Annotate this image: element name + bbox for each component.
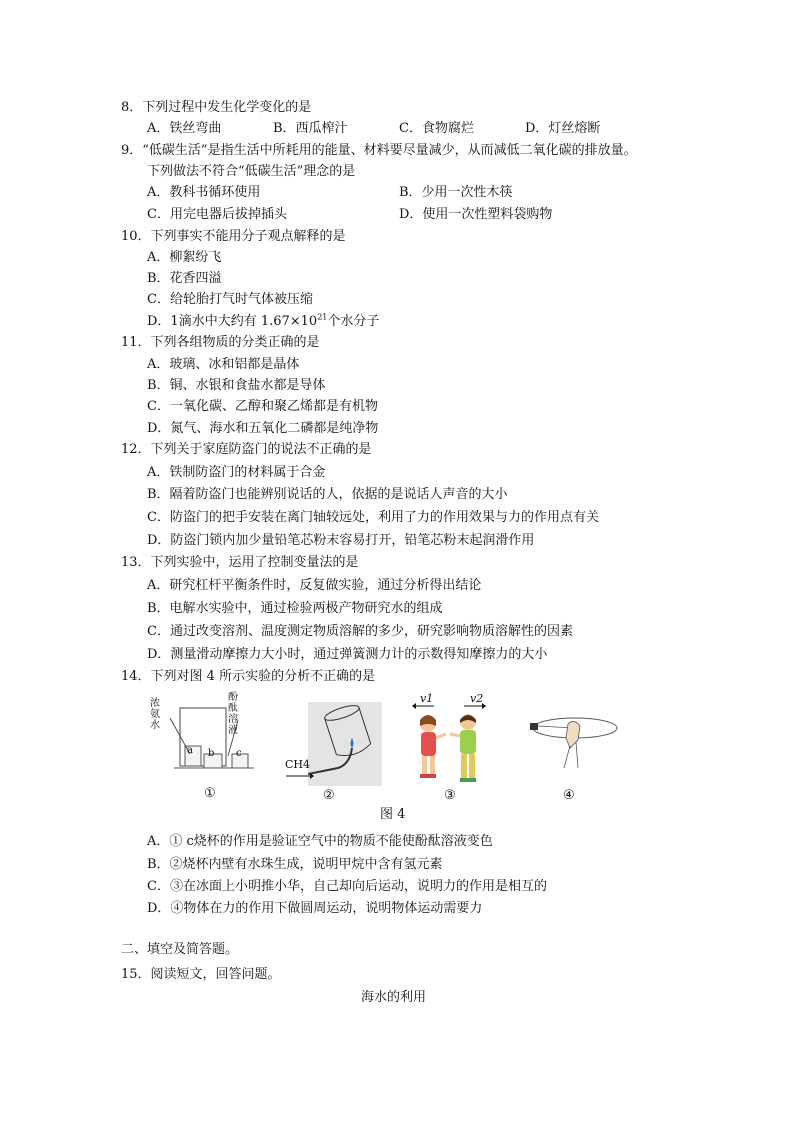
q14-option-c: C．③在冰面上小明推小华，自己却向后运动，说明力的作用是相互的	[147, 879, 547, 894]
q8-option-c: C．食物腐烂	[399, 121, 474, 136]
q10-option-d-pre: D．1滴水中大约有 1.67×10	[147, 314, 318, 329]
figure-number-1: ①	[204, 786, 216, 801]
label-v2: v2	[470, 692, 484, 705]
figure-4	[140, 690, 620, 825]
label-ch4: CH4	[285, 758, 311, 771]
beaker-label-c: c	[236, 748, 242, 759]
q10-option-d	[147, 313, 379, 331]
question-12-stem: 12．下列关于家庭防盗门的说法不正确的是	[121, 442, 372, 457]
question-9-stem: 9．“低碳生活”是指生活中所耗用的能量、材料要尽量减少，从而减低二氧化碳的排放量。	[121, 143, 637, 158]
label-phenolphthalein: 酚酞溶液	[228, 692, 238, 736]
question-10-stem: 10．下列事实不能用分子观点解释的是	[121, 229, 346, 244]
figure-3-skaters	[412, 700, 488, 786]
q11-option-c: C．一氧化碳、乙醇和聚乙烯都是有机物	[147, 399, 378, 414]
q12-option-b: B．隔着防盗门也能辨别说话的人，依据的是说话人声音的大小	[147, 487, 508, 502]
q9-option-c: C．用完电器后拔掉插头	[147, 207, 287, 222]
q14-option-b: B．②烧杯内壁有水珠生成，说明甲烷中含有氢元素	[147, 857, 443, 872]
passage-title: 海水的利用	[361, 990, 427, 1005]
q9-option-d: D．使用一次性塑料袋购物	[399, 207, 553, 222]
figure-caption: 图 4	[380, 807, 406, 822]
figure-4-circular-motion	[530, 706, 620, 776]
q8-option-b: B．西瓜榨汁	[273, 121, 348, 136]
q8-option-a: A．铁丝弯曲	[147, 121, 222, 136]
q10-option-d-exponent: 21	[317, 312, 328, 322]
q11-option-d: D．氮气、海水和五氧化二磷都是纯净物	[147, 421, 379, 436]
section-2-heading: 二、填空及简答题。	[121, 942, 239, 957]
ch4-arrow	[286, 772, 314, 780]
figure-number-4: ④	[563, 788, 575, 803]
q10-option-c: C．给轮胎打气时气体被压缩	[147, 292, 313, 307]
figure-1-beakers	[150, 690, 260, 782]
q12-option-c: C．防盗门的把手安装在离门轴较远处，利用了力的作用效果与力的作用点有关	[147, 510, 599, 525]
q13-option-b: B．电解水实验中，通过检验两极产物研究水的组成	[147, 601, 443, 616]
q10-option-b: B．花香四溢	[147, 271, 222, 286]
q11-option-b: B．铜、水银和食盐水都是导体	[147, 378, 326, 393]
q11-option-a: A．玻璃、冰和铝都是晶体	[147, 357, 300, 372]
figure-number-2: ②	[323, 788, 335, 803]
q12-option-a: A．铁制防盗门的材料属于合金	[147, 465, 326, 480]
question-15-stem: 15．阅读短文，回答问题。	[121, 967, 281, 982]
q13-option-d: D．测量滑动摩擦力大小时，通过弹簧测力计的示数得知摩擦力的大小	[147, 647, 548, 662]
q14-option-d: D．④物体在力的作用下做圆周运动，说明物体运动需要力	[147, 901, 483, 916]
question-14-stem: 14．下列对图 4 所示实验的分析不正确的是	[121, 669, 376, 684]
figure-number-3: ③	[444, 788, 456, 803]
question-8-stem: 8．下列过程中发生化学变化的是	[121, 100, 312, 115]
q13-option-a: A．研究杠杆平衡条件时，反复做实验，通过分析得出结论	[147, 578, 482, 593]
question-11-stem: 11．下列各组物质的分类正确的是	[121, 335, 320, 350]
q9-option-a: A．教科书循环使用	[147, 185, 261, 200]
q10-option-d-post: 个水分子	[327, 314, 380, 329]
q8-option-d: D．灯丝熔断	[525, 121, 601, 136]
label-ammonia: 浓氨水	[150, 698, 160, 731]
question-9-stem-2: 下列做法不符合“低碳生活”理念的是	[147, 164, 356, 179]
q14-option-a: A．① c烧杯的作用是验证空气中的物质不能使酚酞溶液变色	[147, 834, 493, 849]
q9-option-b: B．少用一次性木筷	[399, 185, 513, 200]
label-v1: v1	[420, 692, 434, 705]
question-13-stem: 13．下列实验中，运用了控制变量法的是	[121, 555, 359, 570]
q13-option-c: C．通过改变溶剂、温度测定物质溶解的多少，研究影响物质溶解性的因素	[147, 624, 573, 639]
beaker-label-a: a	[187, 745, 193, 756]
q12-option-d: D．防盗门锁内加少量铅笔芯粉末容易打开，铅笔芯粉末起润滑作用	[147, 533, 535, 548]
q10-option-a: A．柳絮纷飞	[147, 250, 222, 265]
figure-2-methane-flame	[308, 702, 382, 786]
beaker-label-b: b	[208, 748, 215, 759]
